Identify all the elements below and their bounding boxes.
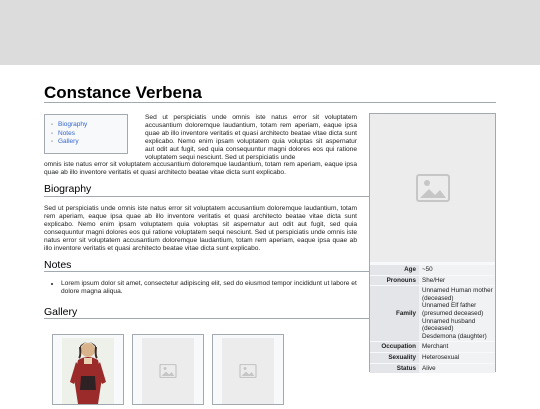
- infobox-row-age: [370, 265, 495, 275]
- notes-item: • Lorem ipsum dolor sit amet, consectetur adipiscing elit, sed do eiusmod tempor incididunt ut labore et dolore magna aliqua.: [61, 280, 366, 296]
- portrait-figure: [62, 338, 114, 404]
- intro-paragraph: Sed ut perspiciatis unde omnis iste natus error sit voluptatem accusantium doloremque laudantium, totam rem aperiam, eaque ipsa quae ab illo inventore veritatis et quasi architecto beatae vitae dicta sunt explicabo. Nemo enim ipsam voluptatem quia voluptas sit aspernatur aut odit aut fugit, sed quia consequuntur magni dolores eos qui ratione voluptatem sequi nesciunt. Sed ut perspiciatis unde: [145, 114, 357, 161]
- infobox-label: Sexuality: [370, 353, 419, 363]
- character-portrait: [62, 338, 114, 404]
- gallery-thumbnail-2[interactable]: [132, 334, 204, 405]
- infobox-label: Pronouns: [370, 276, 419, 286]
- infobox-value: [419, 286, 495, 341]
- infobox-row-family: [370, 286, 495, 341]
- title-divider: [44, 102, 496, 103]
- toc-item-biography[interactable]: ◦ Biography: [57, 121, 127, 130]
- image-placeholder-icon: [239, 364, 257, 378]
- infobox-label: Occupation: [370, 342, 419, 352]
- infobox-value: Heterosexual: [419, 353, 495, 363]
- intro-paragraph-continued: omnis iste natus error sit voluptatem accusantium doloremque laudantium, totam rem aperiam, eaque ipsa quae ab illo inventore veritatis et quasi architecto beatae vitae dicta sunt explicabo.: [44, 161, 357, 176]
- infobox-row-pronouns: [370, 276, 495, 286]
- biography-text: Sed ut perspiciatis unde omnis iste natus error sit voluptatem accusantium doloremque laudantium, totam rem aperiam, eaque ipsa quae ab illo inventore veritatis et quasi architecto beatae vitae dicta sunt explicabo. Nemo enim ipsam voluptatem quia voluptas sit aspernatur aut odit aut fugit, sed quia consequuntur magni dolores eos qui ratione voluptatem sequi nesciunt. Sed ut perspiciatis unde omnis iste natus error sit voluptatem accusantium doloremque laudantium, totam rem aperiam, eaque ipsa quae ab illo inventore veritatis et quasi architecto beatae vitae dicta sunt explicabo.: [44, 205, 357, 252]
- section-heading-biography: Biography: [44, 183, 92, 195]
- infobox-label: Status: [370, 364, 419, 374]
- infobox-label: Age: [370, 265, 419, 275]
- infobox-value: She/Her: [419, 276, 495, 286]
- section-divider-biography: [44, 196, 370, 197]
- character-infobox: [369, 113, 496, 372]
- infobox-value: Merchant: [419, 342, 495, 352]
- toc-item-notes[interactable]: ◦ Notes: [57, 130, 127, 139]
- section-divider-gallery: [44, 318, 370, 319]
- infobox-row-status: [370, 364, 495, 374]
- infobox-table: [370, 264, 495, 374]
- infobox-value: Alive: [419, 364, 495, 374]
- infobox-value: ~50: [419, 265, 495, 275]
- image-placeholder-icon: [159, 364, 177, 378]
- table-of-contents: [44, 114, 128, 154]
- family-member: Unnamed Human mother (deceased): [422, 287, 493, 302]
- infobox-image[interactable]: [370, 114, 495, 262]
- toc-item-gallery[interactable]: ◦ Gallery: [57, 138, 127, 147]
- image-placeholder-icon: [416, 174, 450, 202]
- section-heading-gallery: Gallery: [44, 306, 78, 318]
- gallery-thumbnail-portrait[interactable]: [52, 334, 124, 405]
- section-heading-notes: Notes: [44, 259, 72, 271]
- gallery-thumbnail-3[interactable]: [212, 334, 284, 405]
- family-member: Unnamed Elf father (presumed deceased): [422, 302, 484, 317]
- infobox-row-occupation: [370, 342, 495, 352]
- family-member: Desdemona (daughter): [422, 332, 487, 340]
- site-header-band: [0, 0, 540, 65]
- page-title: Constance Verbena: [44, 83, 202, 102]
- infobox-label: Family: [370, 286, 419, 341]
- section-divider-notes: [44, 271, 370, 272]
- infobox-row-sexuality: [370, 353, 495, 363]
- gallery-image-placeholder: [222, 338, 274, 404]
- notes-list: [52, 280, 366, 296]
- gallery-image-placeholder: [142, 338, 194, 404]
- family-member: Unnamed husband (deceased): [422, 317, 476, 333]
